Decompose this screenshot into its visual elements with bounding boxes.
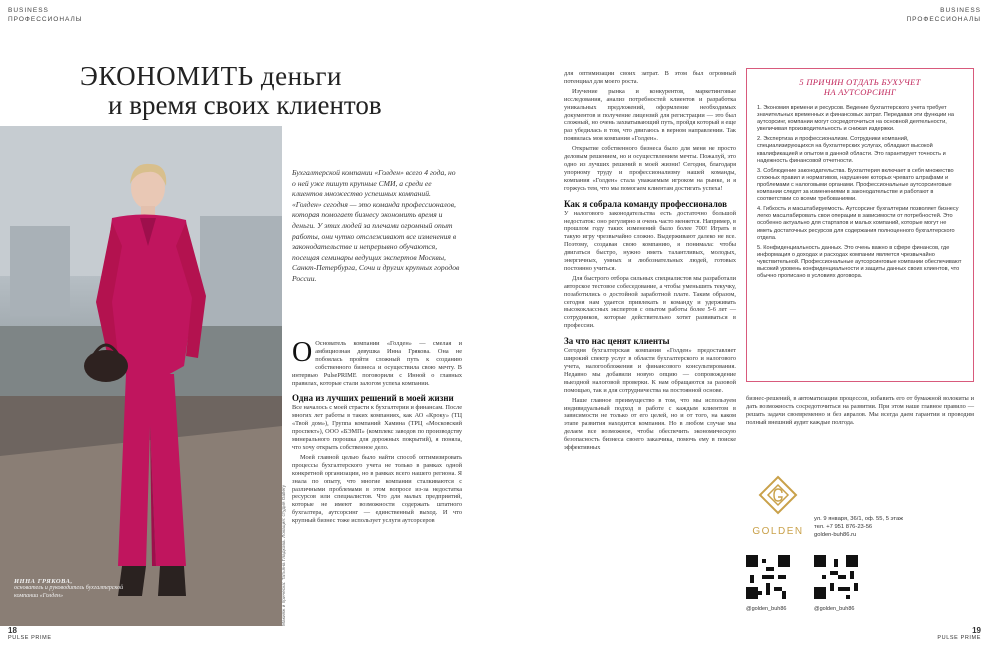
qr-block-1 xyxy=(746,555,790,612)
magazine-name: PULSE PRIME xyxy=(8,635,52,641)
section-sublabel: ПРОФЕССИОНАЛЫ xyxy=(906,16,981,23)
folio-left xyxy=(8,626,52,641)
paragraph: Сегодня бухгалтерская компания «Голден» предоставляет широкий спектр услуг в области бухгалтерского и налогового учета, налогообложения и финансового консультирования. Недавно мы добавили новую опцию — сопровождение выездной налоговой проверки. К нам обращаются за разовой помощью, так и для сотрудничества на постоянной основе. xyxy=(564,347,736,394)
folio-right xyxy=(937,626,981,641)
portrait-photo xyxy=(0,126,282,626)
golden-logo xyxy=(746,474,810,544)
paragraph: Для быстрого отбора сильных специалистов мы разработали авторское тестовое собеседование, а чтобы уменьшить текучку, позаботились о достойной заработной плате. Таким образом, сегодня нам удается привлекать в команду и удерживать высококлассных экспертов с опытом работы более 5-6 лет — сотрудников, которые действительно хотят развиваться в профессии. xyxy=(564,274,736,330)
subheading: Как я собрала команду профессионалов xyxy=(564,198,727,209)
section-header-left xyxy=(8,6,83,24)
qr-code-icon[interactable] xyxy=(746,555,790,599)
caption-role: основатель и руководитель бухгалтерской компании «Голден» xyxy=(14,585,124,599)
phone: тел. +7 951 876-23-56 xyxy=(814,524,873,530)
address: ул. 9 января, 36/1, оф. 55, 5 этаж xyxy=(814,516,904,522)
section-label: BUSINESS xyxy=(940,7,981,14)
brand-name: GOLDEN xyxy=(752,526,804,537)
title-caps: ЭКОНОМИТЬ xyxy=(80,61,254,91)
intro-paragraph: О Основатель компании «Голден» — смелая и амбициозная девушка Инна Грякова. Она не побоялась пройти сложный путь к созданию собственного бизнеса и осуществила свою мечту. В интервью PulsePRIME поговорили с Инной о главных правилах, которые стали залогом успеха компании. xyxy=(292,337,462,387)
logo-emblem-icon xyxy=(746,474,810,526)
reason-item: 1. Экономия времени и ресурсов. Ведение бухгалтерского учета требует значительных временных и финансовых затрат. Передавая эти функции на аутсорсинг, компании могут сосредоточиться на основной деятельности, увеличивая производительность и снижая издержки. xyxy=(757,105,954,133)
qr-label: @golden_buh86 xyxy=(746,606,787,612)
contacts xyxy=(814,515,974,539)
paragraph: Открытие собственного бизнеса было для меня не просто деловым решением, но и осуществлением мечты. Пожалуй, это одно из лучших решений в моей жизни! Сегодня, благодаря упорному труду и профессионализму нашей команды, компания «Голден» стала уважаемым игроком на рынке, и я горжусь тем, что мы помогаем клиентам достигать успеха! xyxy=(564,145,736,192)
website-link[interactable]: golden-buh86.ru xyxy=(814,532,857,538)
reasons-box xyxy=(746,68,974,382)
photo-credit: Макияж и прическа: Татьяна Гладкова. Локация: студия Gallery xyxy=(282,484,287,626)
reason-item: 2. Экспертиза и профессионализм. Сотрудники компаний, специализирующихся на бухгалтерских услугах, обладают высокой квалификацией и опытом в данной области. Это гарантирует точность и надежность финансовой отчетности. xyxy=(757,136,946,164)
title-line2: и время своих клиентов xyxy=(108,90,382,120)
column-2 xyxy=(564,70,736,452)
paragraph: бизнес-решений, в автоматизации процессов, избавить его от бумажной волокиты и дать возможность сосредоточиться на развитии. При этом наше главное правило — решать задачи своевременно и без авралов. Мы всегда даем гарантии и проводим полный внешний аудит каждые полгода. xyxy=(746,395,974,426)
caption-name: ИННА ГРЯКОВА, xyxy=(14,578,73,585)
column-3 xyxy=(746,395,974,427)
page-number: 19 xyxy=(972,626,981,635)
magazine-name: PULSE PRIME xyxy=(937,635,981,641)
reasons-list xyxy=(757,105,963,280)
subheading: За что нас ценят клиенты xyxy=(564,336,670,347)
section-label: BUSINESS xyxy=(8,7,49,14)
paragraph: Моей главной целью было найти способ оптимизировать процессы бухгалтерского учета не только в рамках одной конкретной организации, но в рамках всего нашего региона. Я знала по опыту, что многие компании сталкиваются с различными проблемами в этом вопросе из-за недостатка ресурсов или специалистов. Что для малых предприятий, которые не имеют возможности содержать штатного бухгалтера, аутсорсинг — единственный выход. И что крупный бизнес тоже использует услуги аутсорсеров xyxy=(292,453,462,525)
paragraph: Наше главное преимущество в том, что мы используем индивидуальный подход в работе с каждым клиентом в зависимости не только от его целей, но и от того, на каком этапе развития находится компания. Но в любом случае мы делаем все возможное, чтобы обеспечить экономическую безопасность бизнеса своего заказчика, помочь ему в поиске эффективных xyxy=(564,396,736,452)
paragraph: для оптимизации своих затрат. В этом был огромный потенциал для моего роста. xyxy=(564,70,736,85)
title-rest: деньги xyxy=(260,61,342,91)
portrait-illustration xyxy=(0,126,282,626)
article-title xyxy=(80,62,420,120)
qr-code-icon[interactable] xyxy=(814,555,858,599)
page-number: 18 xyxy=(8,626,17,635)
section-sublabel: ПРОФЕССИОНАЛЫ xyxy=(8,16,83,23)
section-header-right xyxy=(906,6,981,24)
column-1 xyxy=(292,337,462,525)
qr-label: @golden_buh86 xyxy=(814,606,855,612)
reason-item: 4. Гибкость и масштабируемость. Аутсорсинг бухгалтерии позволяет бизнесу легко масштабировать свои операции в зависимости от потребностей. Это особенно актуально для стартапов и малых компаний, которые могут не иметь достаточных ресурсов для содержания полноценного бухгалтерского отдела. xyxy=(757,206,959,241)
reason-item: 5. Конфиденциальность данных. Это очень важно в сфере финансов, где информация о доходах и расходах компании является чрезвычайно чувствительной. Профессиональные аутсорсинговые компании обеспечивают высокий уровень конфиденциальности и защиты данных своих клиентов, что обычно прописано в условиях договора. xyxy=(757,244,962,280)
photo-caption xyxy=(14,578,164,600)
reasons-title: 5 ПРИЧИН ОТДАТЬ БУХУЧЕТ НА АУТСОРСИНГ xyxy=(799,77,921,97)
paragraph: У налогового законодательства есть достаточно большой недостаток: оно регулярно и очень часто меняется. Например, в прошлом году таких изменений было более 700! Играть в такую игру чрезвычайно сложно. Выдерживают далеко не все. Поэтому, создавая свою компанию, я понимала: чтобы двигаться быстро, нужно иметь талантливых, молодых, энергичных, умных и любознательных людей, готовых постоянно учиться. xyxy=(564,209,736,272)
qr-block-2 xyxy=(814,555,858,612)
subheading: Одна из лучших решений в моей жизни xyxy=(292,393,454,404)
paragraph: Изучение рынка и конкурентов, маркетинговые исследования, анализ потребностей клиентов и разработка уникальных предложений, оформление необходимых документов и получение лицензий для регистрации — это был сложный, но очень захватывающий путь, пройдя который я еще раз убедилась в том, что двигаюсь в верном направлении. Так появилась моя компания «Голден». xyxy=(564,87,736,143)
reason-item: 3. Соблюдение законодательства. Бухгалтерия включает в себя множество сложных правил и нормативов, нарушение которых чревато штрафами и проблемами с налоговыми органами. Профессиональные аутсорсинговые компании следят за изменениями в законодательстве и работают в соответствии со всеми требованиями. xyxy=(757,167,954,203)
paragraph: Все началось с моей страсти к бухгалтерии и финансам. После многих лет работы в таких компаниях, как АО «Кроку» (ТЦ «Твой дом»), Группа компаний Хамина (ТРЦ «Московский проспект»), ООО «БЭМП» (комплекс заводов по производству минерального порошка для дорожных покрытий), я поняла, что хочу открыть собственное дело. xyxy=(292,404,462,451)
article-lead: Бухгалтерской компании «Голден» всего 4 года, но о ней уже пишут крупные СМИ, а среди ее клиентов множество успешных компаний. «Голден» сегодня — это команда профессионалов, которая помогает бизнесу экономить время и деньги. У этих людей за плечами огромный опыт работы, они чутко отслеживают все изменения в законодательстве и непрерывно обучаются, посещая семинары ведущих экспертов Москвы, Санкт-Петербурга, Сочи и других крупных городов России. xyxy=(292,168,460,283)
